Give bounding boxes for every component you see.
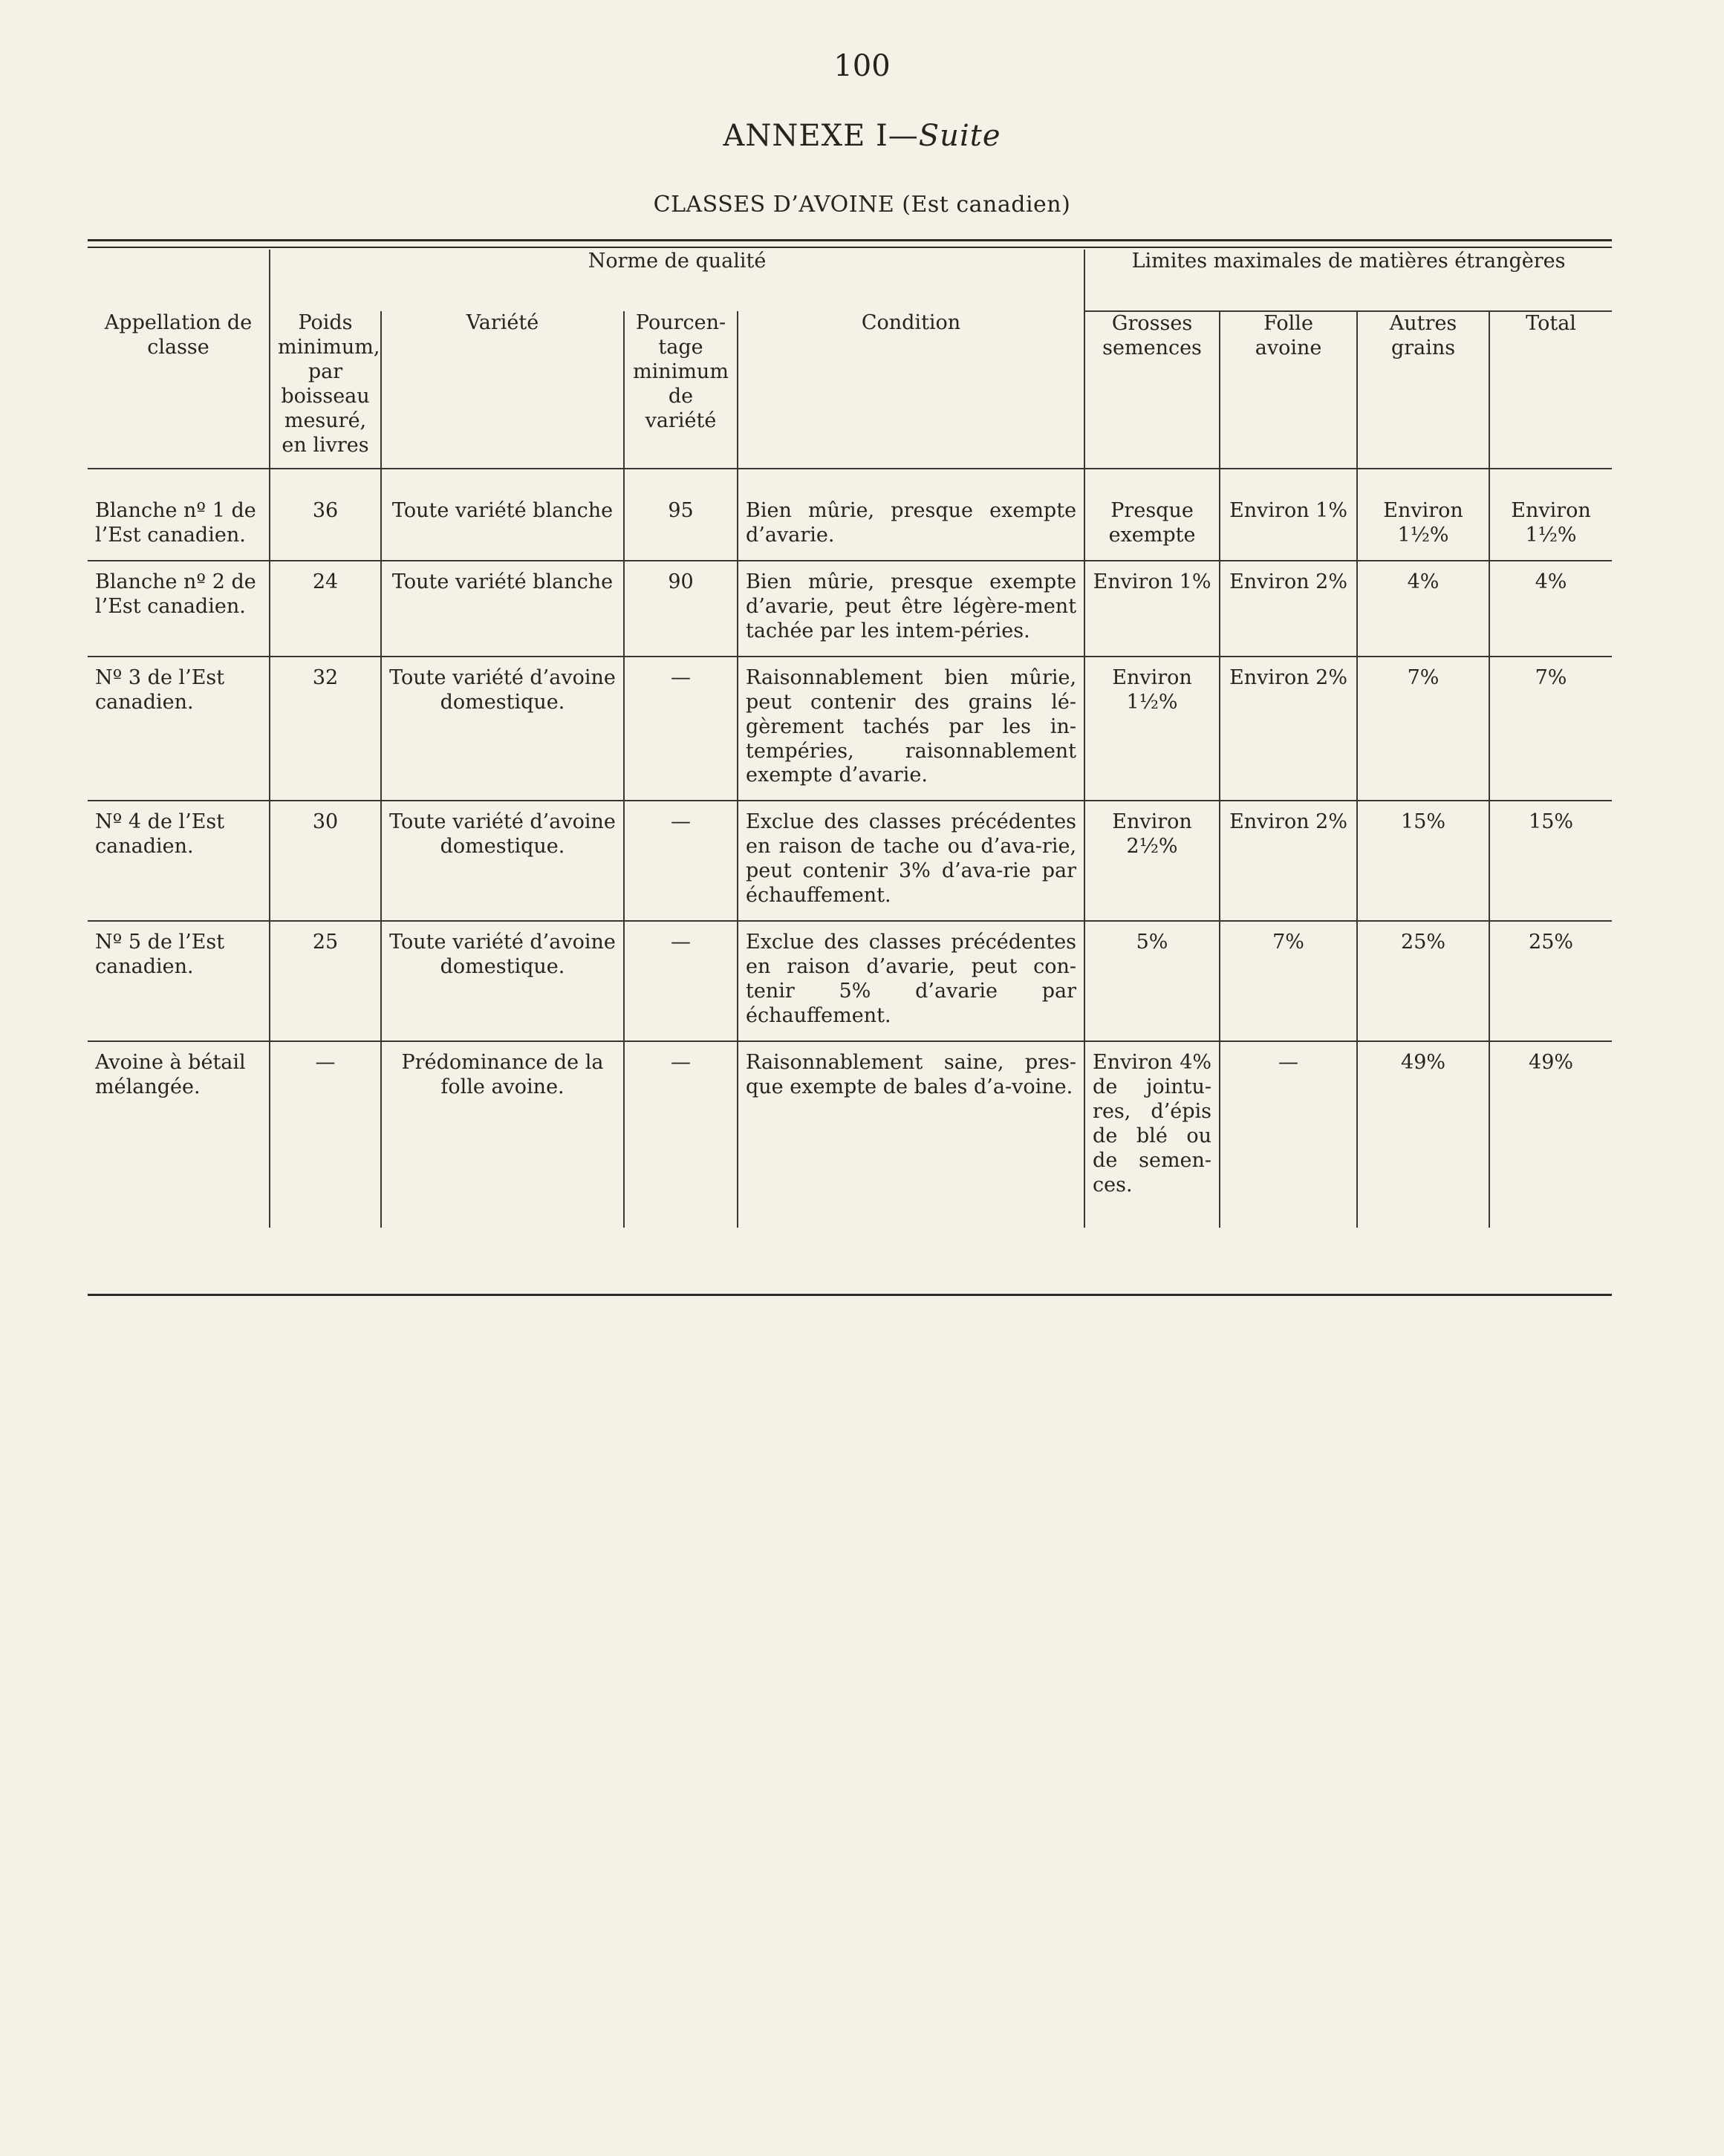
annex-suffix: Suite — [918, 119, 1001, 153]
cell-condition: Exclue des classes précédentes en raison d’avarie, peut con-tenir 5% d’avarie par échauffement. — [738, 921, 1084, 1041]
oat-grades-table — [88, 250, 1612, 1228]
table-title: CLASSES D’AVOINE (Est canadien) — [653, 192, 1071, 218]
top-rule — [88, 239, 1612, 241]
header-large-seeds: Grosses semences — [1084, 311, 1220, 469]
header-wild-oats: Folle avoine — [1220, 311, 1357, 469]
header-total: Total — [1489, 311, 1612, 469]
header-spacer — [88, 250, 270, 311]
cell-wild-oats: Environ 1% — [1220, 469, 1357, 561]
cell-total: Environ 1½% — [1489, 469, 1612, 561]
table-row — [88, 561, 1612, 657]
cell-large-seeds: Environ 2½% — [1084, 801, 1220, 921]
header-row-groups — [88, 250, 1612, 311]
cell-other-grains: 7% — [1357, 657, 1489, 801]
header-weight: Poids minimum, par boisseau mesuré, en livres — [270, 311, 381, 469]
cell-percent: 95 — [624, 469, 738, 561]
cell-weight: 24 — [270, 561, 381, 657]
cell-condition: Bien mûrie, presque exempte d’avarie, peut être légère-ment tachée par les intem-péries. — [738, 561, 1084, 657]
cell-total: 49% — [1489, 1041, 1612, 1228]
cell-grade: Blanche nº 2 de l’Est canadien. — [88, 561, 270, 657]
cell-weight: 32 — [270, 657, 381, 801]
cell-wild-oats: — — [1220, 1041, 1357, 1228]
cell-variety: Toute variété d’avoine domestique. — [381, 801, 624, 921]
table-row — [88, 657, 1612, 801]
table-row — [88, 921, 1612, 1041]
cell-grade: Nº 5 de l’Est canadien. — [88, 921, 270, 1041]
cell-grade: Nº 3 de l’Est canadien. — [88, 657, 270, 801]
cell-condition: Bien mûrie, presque exempte d’avarie. — [738, 469, 1084, 561]
cell-total: 25% — [1489, 921, 1612, 1041]
cell-other-grains: Environ 1½% — [1357, 469, 1489, 561]
table-row — [88, 801, 1612, 921]
cell-percent: — — [624, 801, 738, 921]
annex-title — [0, 119, 1724, 153]
cell-weight: 30 — [270, 801, 381, 921]
cell-percent: — — [624, 657, 738, 801]
header-variety: Variété — [381, 311, 624, 469]
header-quality-group: Norme de qualité — [270, 250, 1084, 311]
cell-other-grains: 15% — [1357, 801, 1489, 921]
cell-variety: Toute variété blanche — [381, 469, 624, 561]
cell-wild-oats: Environ 2% — [1220, 561, 1357, 657]
cell-other-grains: 4% — [1357, 561, 1489, 657]
page-number: 100 — [833, 49, 891, 83]
cell-large-seeds: Presque exempte — [1084, 469, 1220, 561]
header-percent: Pourcen-tage minimum de variété — [624, 311, 738, 469]
cell-grade: Avoine à bétail mélangée. — [88, 1041, 270, 1228]
cell-large-seeds: 5% — [1084, 921, 1220, 1041]
top-rule-thin — [88, 247, 1612, 248]
cell-condition: Raisonnablement bien mûrie, peut contenir des grains lé-gèrement tachés par les in-tempéries, raisonnablement exempte d’avarie. — [738, 657, 1084, 801]
header-row-columns — [88, 311, 1612, 469]
cell-percent: — — [624, 1041, 738, 1228]
cell-other-grains: 25% — [1357, 921, 1489, 1041]
bottom-rule — [88, 1294, 1612, 1296]
cell-variety: Toute variété blanche — [381, 561, 624, 657]
cell-large-seeds: Environ 1% — [1084, 561, 1220, 657]
cell-total: 4% — [1489, 561, 1612, 657]
cell-condition: Raisonnablement saine, pres-que exempte de bales d’a-voine. — [738, 1041, 1084, 1228]
cell-grade: Blanche nº 1 de l’Est canadien. — [95, 499, 256, 547]
cell-variety: Toute variété d’avoine domestique. — [381, 921, 624, 1041]
cell-wild-oats: 7% — [1220, 921, 1357, 1041]
cell-large-seeds: Environ 1½% — [1084, 657, 1220, 801]
cell-variety: Toute variété d’avoine domestique. — [381, 657, 624, 801]
annex-label: ANNEXE I— — [723, 119, 919, 153]
cell-large-seeds: Environ 4% de jointu-res, d’épis de blé ou de semen-ces. — [1084, 1041, 1220, 1228]
cell-other-grains: 49% — [1357, 1041, 1489, 1228]
cell-weight: 25 — [270, 921, 381, 1041]
cell-percent: — — [624, 921, 738, 1041]
table-row — [88, 1041, 1612, 1228]
cell-condition: Exclue des classes précédentes en raison de tache ou d’ava-rie, peut contenir 3% d’ava-rie par échauffement. — [738, 801, 1084, 921]
header-other-grains: Autres grains — [1357, 311, 1489, 469]
cell-percent: 90 — [624, 561, 738, 657]
cell-grade: Nº 4 de l’Est canadien. — [88, 801, 270, 921]
cell-wild-oats: Environ 2% — [1220, 801, 1357, 921]
cell-variety: Prédominance de la folle avoine. — [381, 1041, 624, 1228]
table-row — [88, 469, 1612, 561]
cell-wild-oats: Environ 2% — [1220, 657, 1357, 801]
cell-total: 15% — [1489, 801, 1612, 921]
cell-total: 7% — [1489, 657, 1612, 801]
header-limits-group: Limites maximales de matières étrangères — [1084, 250, 1612, 311]
header-grade: Appellation de classe — [104, 311, 253, 359]
cell-weight: 36 — [270, 469, 381, 561]
cell-weight: — — [270, 1041, 381, 1228]
header-condition: Condition — [738, 311, 1084, 469]
